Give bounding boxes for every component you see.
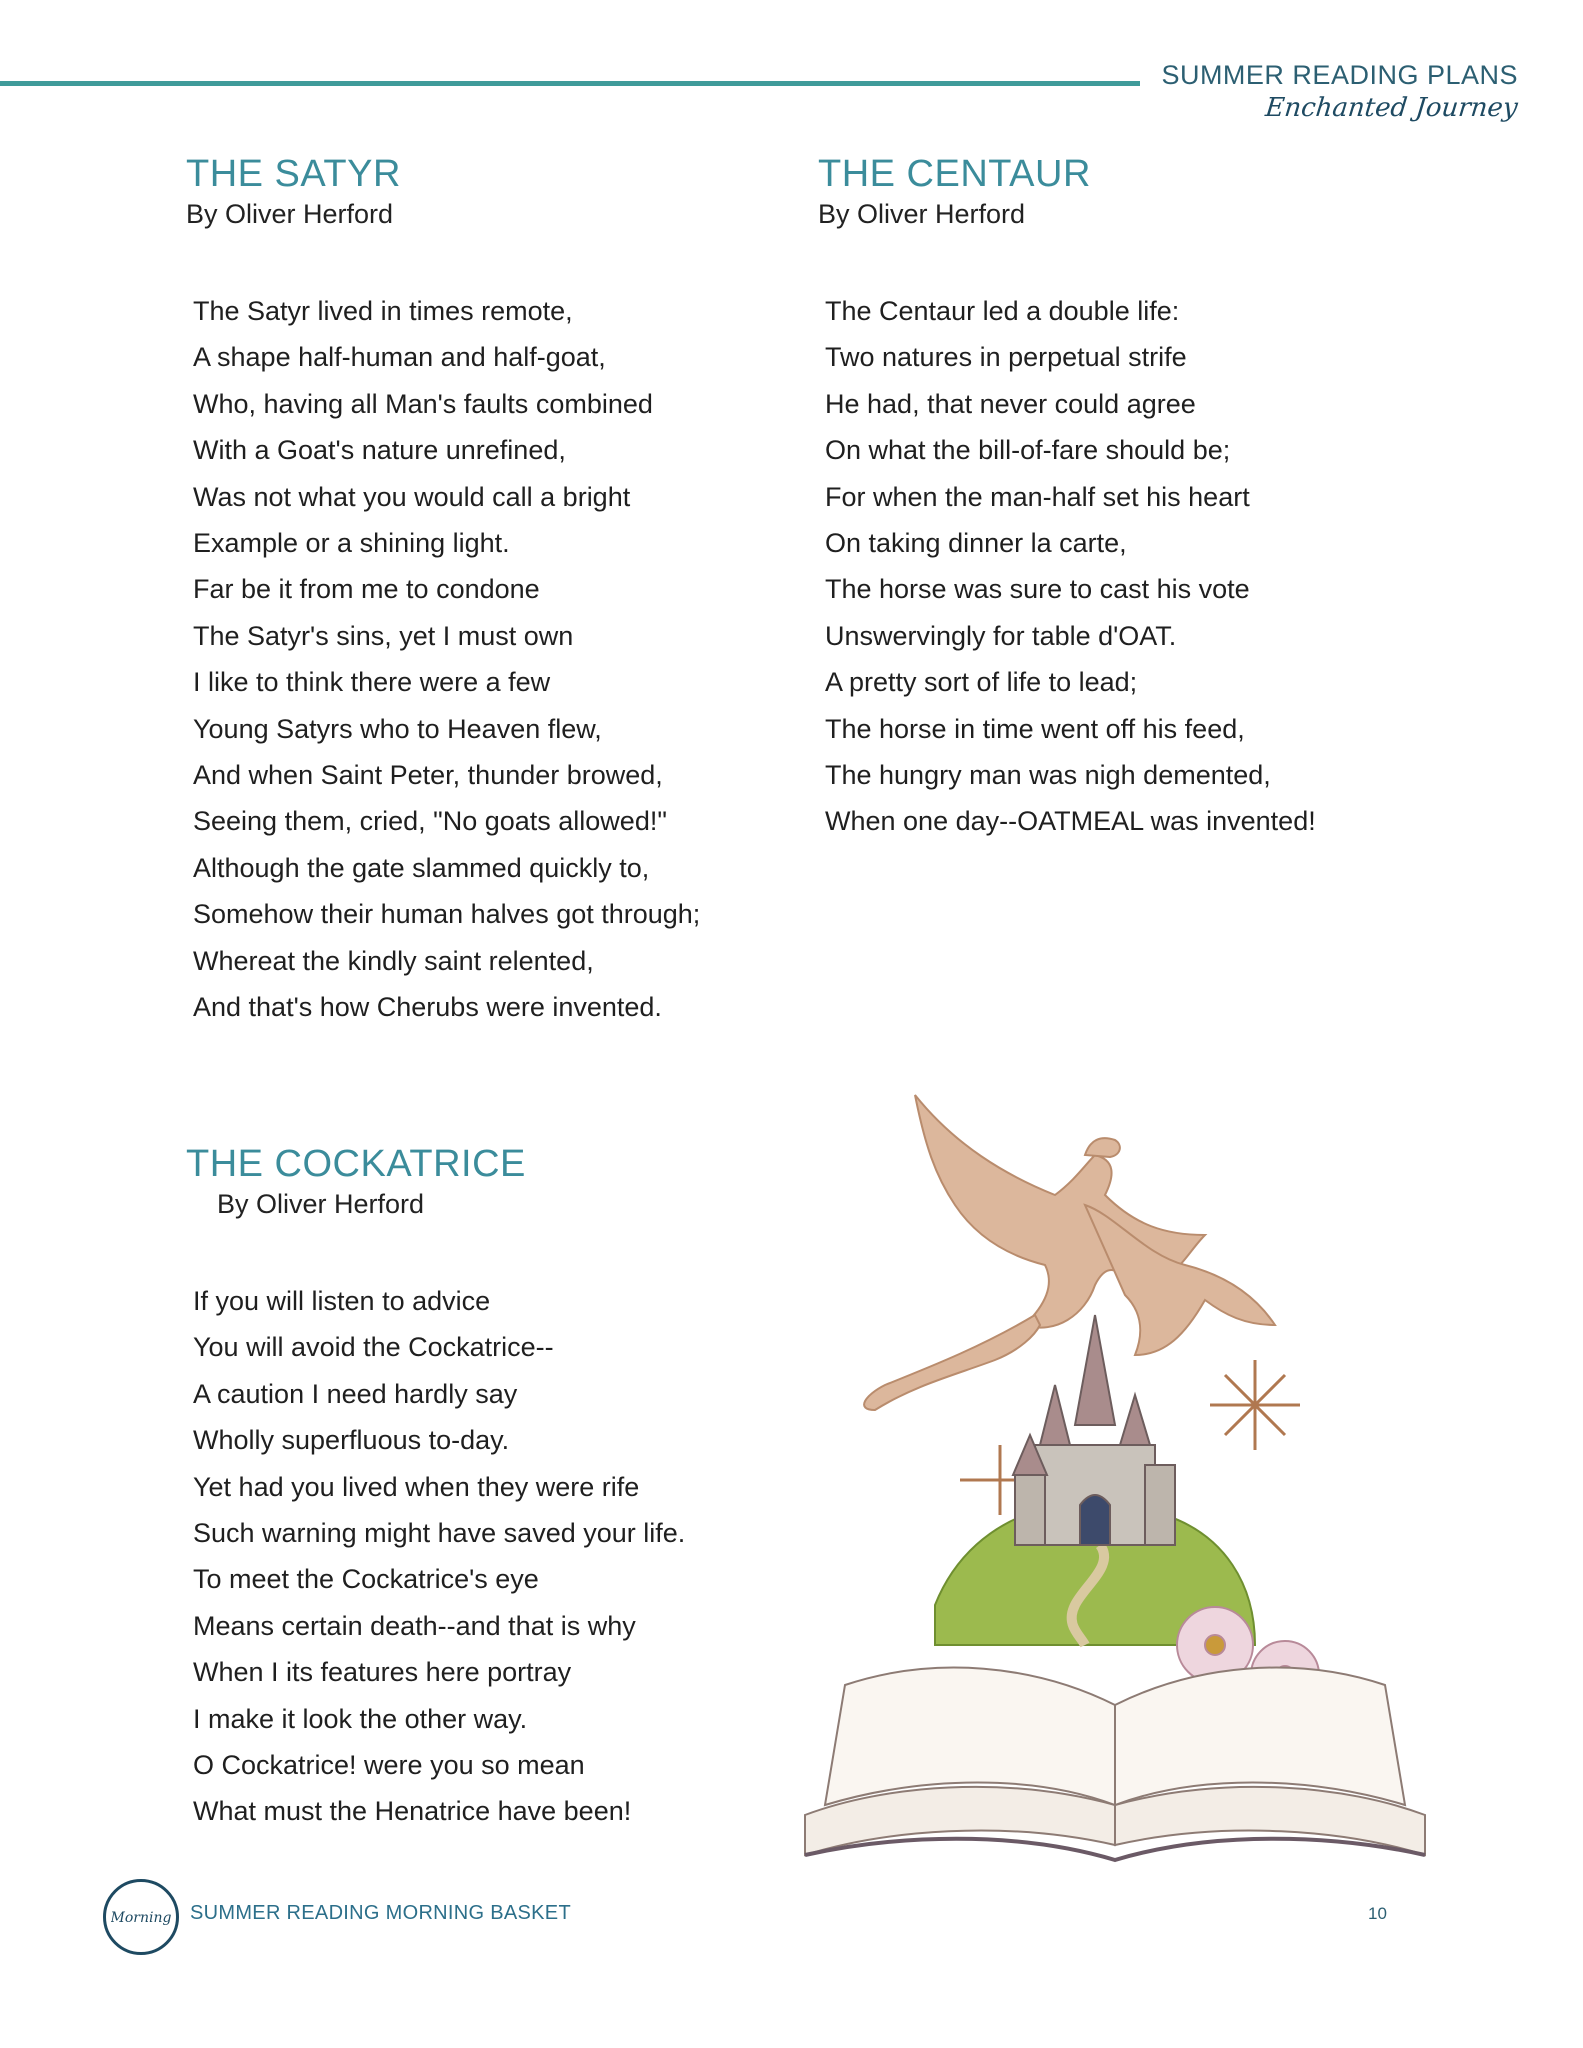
poem-line: Such warning might have saved your life. — [193, 1518, 686, 1549]
poem-author: By Oliver Herford — [818, 199, 1026, 229]
poem-title: THE CENTAUR — [818, 153, 1091, 195]
poem-line: The Centaur led a double life: — [825, 296, 1180, 326]
poem-line: Seeing them, cried, "No goats allowed!" — [193, 806, 667, 837]
poem-author: By Oliver Herford — [217, 1189, 425, 1219]
poem-line: Young Satyrs who to Heaven flew, — [193, 713, 602, 744]
poem-line: To meet the Cockatrice's eye — [193, 1564, 539, 1595]
poem-line: If you will listen to advice — [193, 1286, 491, 1316]
dragon-icon — [864, 1095, 1275, 1410]
poem-line: The horse in time went off his feed, — [825, 713, 1245, 744]
poem-line: The Satyr's sins, yet I must own — [193, 620, 574, 651]
footer-label: SUMMER READING MORNING BASKET — [190, 1902, 571, 1924]
poem-title: THE COCKATRICE — [186, 1143, 526, 1185]
poem-line: Means certain death--and that is why — [193, 1610, 636, 1641]
poem-lines — [186, 1278, 685, 1835]
header-title: SUMMER READING PLANS — [1161, 60, 1518, 90]
poem-line: You will avoid the Cockatrice-- — [193, 1332, 554, 1363]
poem-line: When I its features here portray — [193, 1657, 572, 1688]
poem-line: Yet had you lived when they were rife — [193, 1471, 640, 1502]
poem-line: Unswervingly for table d'OAT. — [825, 620, 1177, 651]
morning-basket-logo-icon — [111, 1897, 171, 1937]
poem-line: A shape half-human and half-goat, — [193, 342, 606, 373]
poem-line: On what the bill-of-fare should be; — [825, 435, 1231, 466]
header-subtitle: Enchanted Journey — [1264, 93, 1520, 123]
poem-line: I make it look the other way. — [193, 1703, 528, 1734]
book-icon — [805, 1668, 1425, 1860]
poem-line: Somehow their human halves got through; — [193, 899, 701, 930]
poem-line: O Cockatrice! were you so mean — [193, 1750, 585, 1781]
poem-line: The Satyr lived in times remote, — [193, 296, 573, 326]
header-rule — [0, 81, 1140, 86]
poem-line: When one day--OATMEAL was invented! — [825, 806, 1316, 837]
poem-line: Who, having all Man's faults combined — [193, 388, 653, 419]
dragon-castle-book-illustration — [785, 1085, 1455, 1865]
poem-line: The hungry man was nigh demented, — [825, 760, 1271, 791]
poem-line: Example or a shining light. — [193, 528, 510, 559]
poem-line: Although the gate slammed quickly to, — [193, 852, 650, 883]
poem-line: With a Goat's nature unrefined, — [193, 435, 566, 466]
poem-lines — [818, 288, 1316, 845]
header — [1161, 60, 1518, 123]
poem-line: On taking dinner la carte, — [825, 528, 1127, 559]
poem-line: A caution I need hardly say — [193, 1378, 518, 1409]
poem-line: Wholly superfluous to-day. — [193, 1425, 510, 1456]
page-number: 10 — [1368, 1904, 1387, 1923]
poem-centaur — [818, 151, 1316, 845]
poem-line: The horse was sure to cast his vote — [825, 574, 1250, 605]
poem-author: By Oliver Herford — [186, 199, 394, 229]
poem-line: For when the man-half set his heart — [825, 481, 1250, 512]
poem-line: I like to think there were a few — [193, 667, 551, 698]
poem-line: And that's how Cherubs were invented. — [193, 992, 662, 1023]
logo — [103, 1879, 179, 1955]
poem-line: Whereat the kindly saint relented, — [193, 945, 594, 976]
poem-cockatrice — [186, 1141, 685, 1835]
poem-line: Was not what you would call a bright — [193, 481, 631, 512]
poem-line: A pretty sort of life to lead; — [825, 667, 1138, 698]
poem-line: And when Saint Peter, thunder browed, — [193, 760, 663, 791]
poem-line: Two natures in perpetual strife — [825, 342, 1187, 373]
poem-satyr — [186, 151, 700, 1031]
poem-title: THE SATYR — [186, 153, 401, 195]
logo-text: Morning — [111, 1910, 171, 1926]
poem-line: He had, that never could agree — [825, 388, 1196, 419]
poem-line: What must the Henatrice have been! — [193, 1796, 632, 1827]
poem-lines — [186, 288, 700, 1031]
poem-line: Far be it from me to condone — [193, 574, 540, 605]
